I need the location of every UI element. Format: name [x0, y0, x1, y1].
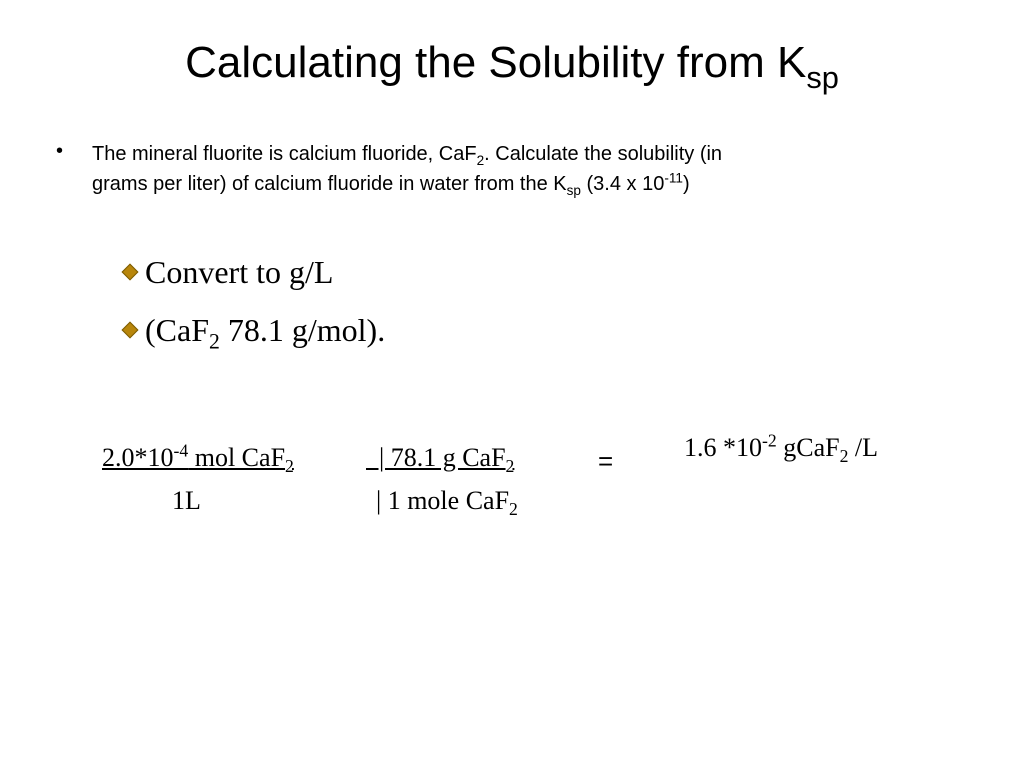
statement-line1-subscript: 2 [476, 153, 485, 168]
diamond-bullet-icon [122, 322, 139, 339]
bullet-marker: • [56, 140, 64, 162]
point-convert: Convert to g/L [145, 254, 334, 290]
problem-statement [92, 139, 722, 199]
numerator-moles-subscript: 2 [285, 456, 294, 477]
numerator-moles-unit: mol CaF [188, 443, 286, 472]
answer-subscript: 2 [839, 446, 849, 467]
denominator-moles [376, 486, 518, 520]
statement-line1-text-end: . Calculate the solubility (in [484, 143, 723, 165]
numerator-moles-exponent: -4 [173, 440, 189, 461]
answer-per-liter: /L [848, 433, 879, 462]
diamond-bullet-icon [122, 264, 139, 281]
molar-mass-subscript: 2 [209, 329, 220, 354]
statement-line2-text-mid: (3.4 x 10 [580, 173, 665, 195]
numerator-moles-coefficient: 2.0*10 [102, 443, 174, 472]
numerator-moles [102, 440, 294, 477]
denominator-moles-text: | 1 mole CaF [376, 486, 510, 515]
statement-line2-text: grams per liter) of calcium fluoride in water from the K [92, 173, 567, 195]
answer-exponent: -2 [762, 430, 777, 451]
numerator-grams [366, 443, 515, 477]
statement-line2-text-end: ) [683, 173, 690, 195]
denominator-volume: 1L [172, 486, 201, 515]
equals-sign: = [598, 446, 614, 476]
denominator-moles-subscript: 2 [509, 499, 518, 520]
statement-line1-text: The mineral fluorite is calcium fluoride, CaF [92, 143, 477, 165]
slide-title [0, 38, 1024, 95]
statement-line2-subscript: sp [566, 183, 581, 198]
title-subscript: sp [806, 59, 839, 95]
answer-unit: gCaF [776, 433, 840, 462]
numerator-grams-text: | 78.1 g CaF [366, 443, 506, 472]
point-molar-mass [145, 312, 386, 354]
molar-mass-value: 78.1 g/mol). [219, 312, 386, 348]
statement-line2-superscript: -11 [664, 170, 683, 186]
numerator-grams-subscript: 2 [505, 456, 515, 477]
answer-result [684, 430, 879, 467]
answer-coefficient: 1.6 *10 [684, 433, 762, 462]
title-text: Calculating the Solubility from K [185, 38, 807, 87]
molar-mass-text: (CaF [145, 312, 209, 348]
